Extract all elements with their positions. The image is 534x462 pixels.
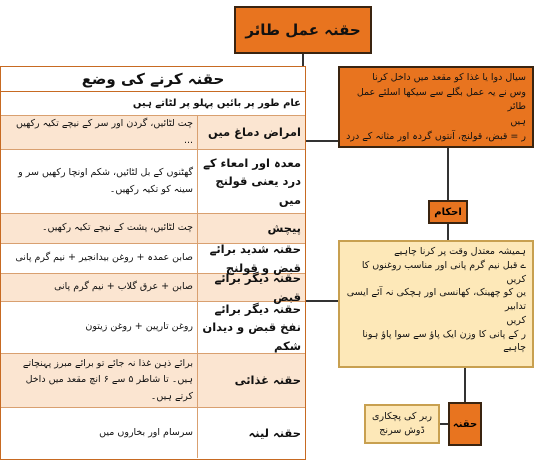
table-row: [1, 354, 305, 408]
enema-box: [364, 404, 440, 444]
row-label: حقنہ شدید برائے قبض و قولنج: [197, 244, 305, 273]
usage-line: ہیں: [510, 116, 526, 128]
usage-box: [338, 66, 534, 148]
title-text: حقنہ عمل طائر: [245, 21, 361, 39]
table-row: [1, 92, 305, 116]
rules-box: [338, 240, 534, 368]
row-label: پیچش: [197, 214, 305, 243]
table-row: [1, 271, 305, 304]
table-row: [1, 408, 305, 458]
row-label: حقنہ غذائی: [197, 354, 305, 407]
usage-line: ر = قبض، قولنج، آنتوں گردہ اور مثانہ کے درد: [346, 130, 526, 142]
title-box: [234, 6, 372, 54]
enema-line: ڈوش سرنج: [379, 425, 425, 436]
row-label: حقنہ دیگر برائے قبض: [197, 274, 305, 301]
usage-line: وس نے یہ عمل بگلے سے سیکھا اسلئے عمل طائر: [356, 86, 526, 113]
usage-line: سیال دوا یا غذا کو مقعد میں داخل کرنا: [372, 72, 526, 83]
rules-line: ین کو چھینک، کھانسی اور ہچکی نہ آئے ایسی تدابیر: [346, 287, 526, 313]
connector-line: [306, 140, 338, 142]
rules-line: ہمیشہ معتدل وقت پر کرنا چاہیے: [394, 246, 526, 257]
row-desc: سرسام اور بخاروں میں: [99, 426, 193, 438]
table-row: [1, 116, 305, 150]
row-desc: برائے ذہن غذا نہ جائے تو برائے مبرز پہنچاتے ہیں۔ تا شاطر ۵ سے ۶ انچ مقعد میں داخل کرتے ہیں۔: [22, 358, 193, 402]
row-label: امراض دماغ میں: [197, 116, 305, 149]
row-desc: چت لٹائیں، پشت کے نیچے تکیہ رکھیں۔: [41, 222, 193, 234]
rules-label: احکام: [428, 200, 468, 224]
positions-table: [0, 66, 306, 460]
rules-line: کریں: [506, 273, 526, 285]
row-label: معدہ اور امعاء کے درد یعنی قولنج میں: [197, 150, 305, 213]
table-row: [1, 302, 305, 354]
connector-line: [306, 300, 338, 302]
row-desc: صابن عمدہ + روغن بیدانجیر + نیم گرم پانی: [15, 252, 193, 264]
row-label: عام طور پر بائیں پہلو پر لٹاتے ہیں: [132, 97, 301, 109]
connector-line: [447, 148, 449, 200]
table-heading: حقنہ کرنے کی وضع: [1, 67, 305, 92]
row-desc: روغن تارپین + روغن زیتون: [85, 321, 193, 333]
connector-line: [440, 423, 448, 425]
row-label: حقنہ دیگر برائے نفخ قبض و دیدان شکم: [197, 302, 305, 353]
connector-line: [464, 368, 466, 402]
rules-line: کریں: [506, 314, 526, 326]
row-desc: گھٹنوں کے بل لٹائیں، شکم اونچا رکھیں سر و سینہ کو تکیہ رکھیں۔: [18, 167, 193, 195]
rules-line: ر کے پانی کا وزن ایک پاؤ سے سوا پاؤ ہونا چاہیے: [362, 328, 526, 354]
enema-label: حقنہ: [448, 402, 482, 446]
row-label: حقنہ لینہ: [197, 408, 305, 458]
title-connector: [302, 54, 304, 66]
rules-line: ے قبل نیم گرم پانی اور مناسب روغنوں کا: [361, 259, 526, 271]
connector-line: [447, 224, 449, 240]
row-desc: صابن + عرق گلاب + نیم گرم پانی: [54, 281, 193, 293]
table-row: [1, 150, 305, 214]
row-desc: چت لٹائیں، گردن اور سر کے نیچے تکیہ رکھیں ...: [15, 118, 193, 146]
enema-line: ربر کی پچکاری: [372, 410, 432, 422]
